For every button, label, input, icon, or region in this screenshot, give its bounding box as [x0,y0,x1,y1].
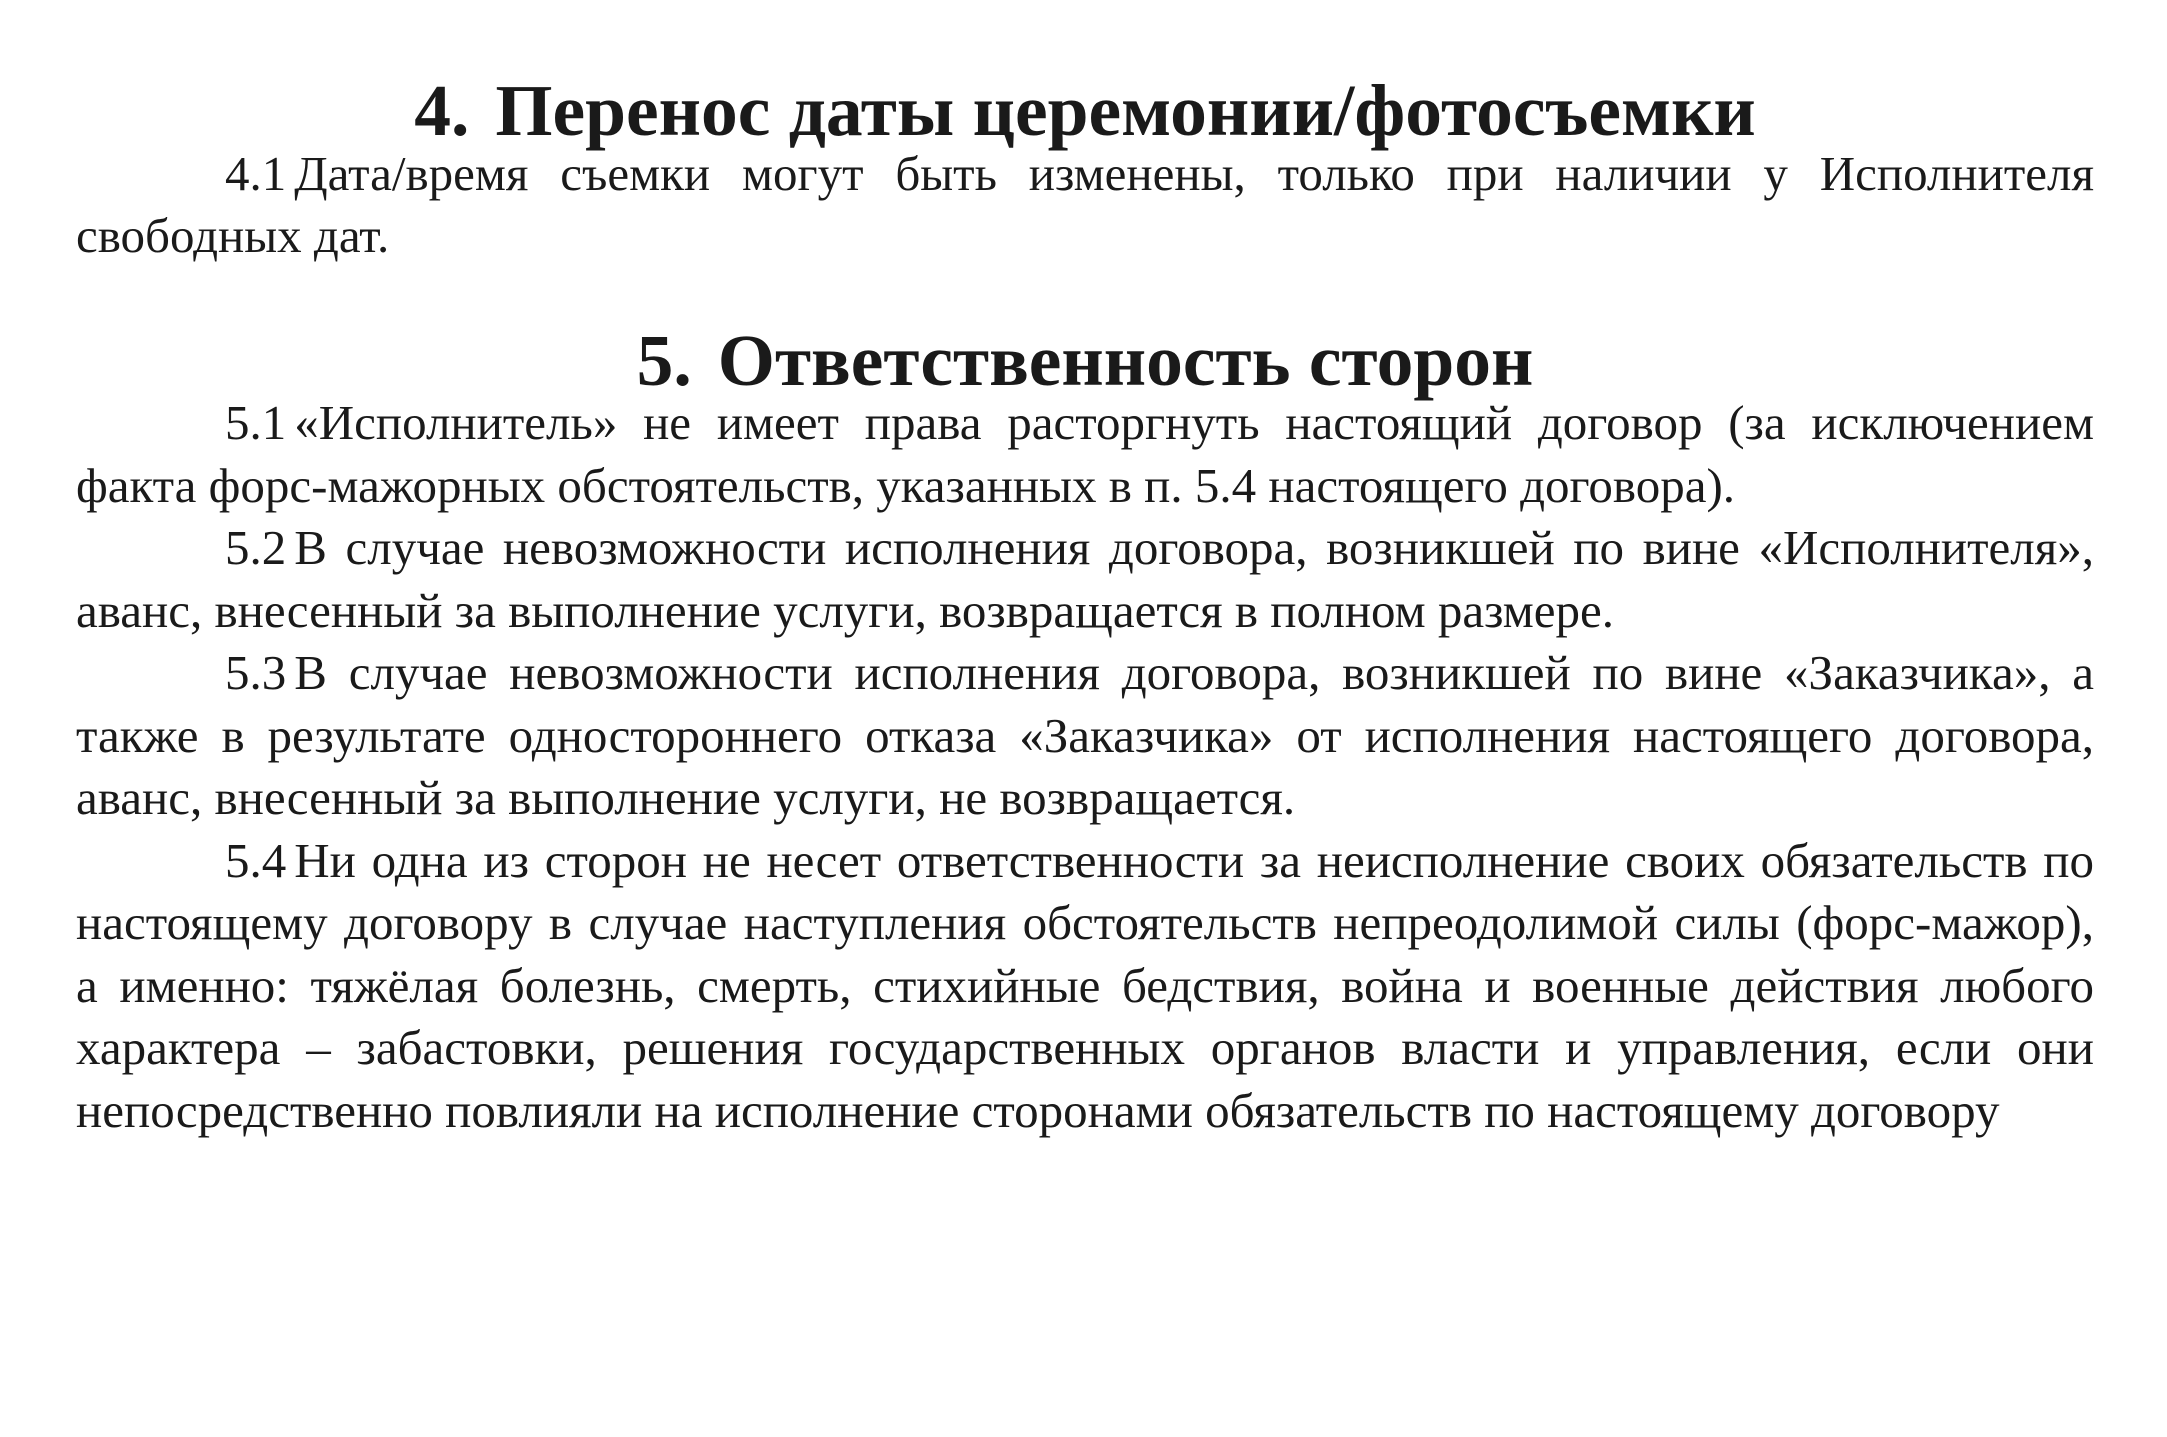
document-page [76,70,2094,1142]
section-4 [76,70,2094,268]
section-title: Перенос даты церемонии/фотосъемки [495,70,1756,151]
clause-number: 5.1 [225,395,287,450]
clause-text: «Исполнитель» не имеет права расторгнуть настоящий договор (за исключением факта форс-мажорных обстоятельств, указанных в п. 5.4 настоящего договора). [76,395,2094,513]
section-5-heading [76,319,2094,401]
section-5 [76,319,2094,1143]
clause-5-2 [76,517,2094,642]
clause-4-1 [76,143,2094,268]
clause-number: 5.3 [225,645,287,700]
clause-text: Ни одна из сторон не несет ответственности за неисполнение своих обязательств по настоящему договору в случае наступления обстоятельств непреодолимой силы (форс-мажор), а именно: тяжёлая болезнь, смерть, стихийные бедствия, война и военные действия любого характера – забастовки, решения государственных органов власти и управления, если они непосредственно повлияли на исполнение сторонами обязательств по настоящему договору [76,832,2094,1138]
clause-5-1 [76,392,2094,517]
clause-text: В случае невозможности исполнения договора, возникшей по вине «Заказчика», а также в результате одностороннего отказа «Заказчика» от исполнения настоящего договора, аванс, внесенный за выполнение услуги, не возвращается. [76,645,2094,825]
section-number: 5. [636,319,692,401]
clause-number: 5.2 [225,520,287,575]
section-number: 4. [414,70,470,151]
clause-5-3 [76,642,2094,830]
clause-number: 4.1 [225,145,287,201]
clause-number: 5.4 [225,832,287,888]
clause-5-4 [76,830,2094,1143]
section-title: Ответственность сторон [717,319,1534,401]
clause-text: Дата/время съемки могут быть изменены, только при наличии у Исполнителя свободных дат. [76,145,2094,263]
section-4-heading [76,70,2094,151]
clause-text: В случае невозможности исполнения договора, возникшей по вине «Исполнителя», аванс, внесенный за выполнение услуги, возвращается в полном размере. [76,520,2094,638]
